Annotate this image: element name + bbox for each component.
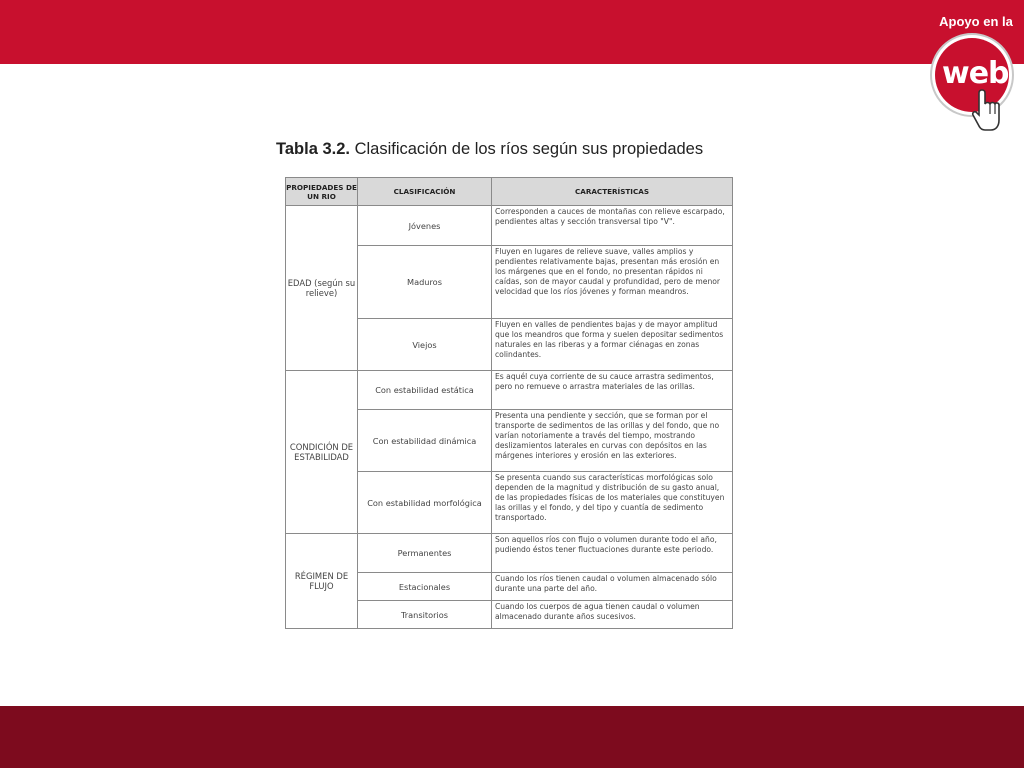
table-number: Tabla 3.2. — [276, 140, 350, 158]
characteristics-cell: Fluyen en lugares de relieve suave, valles amplios y pendientes relativamente bajas, presentan más erosión en los márgenes que en el fondo, no presentan rápidos ni caídas, son de mayor caudal y profundidad, pero de menor velocidad que los ríos jóvenes y forman meandros. — [492, 246, 733, 319]
classification-cell: Transitorios — [358, 601, 492, 629]
characteristics-cell: Es aquél cuya corriente de su cauce arrastra sedimentos, pero no remueve o arrastra materiales de las orillas. — [492, 371, 733, 410]
classification-cell: Jóvenes — [358, 206, 492, 246]
header-caracteristicas: CARACTERÍSTICAS — [492, 178, 733, 206]
table-header-row — [286, 178, 733, 206]
classification-cell: Con estabilidad morfológica — [358, 472, 492, 534]
characteristics-cell: Fluyen en valles de pendientes bajas y de mayor amplitud que los meandros que forma y suelen depositar sedimentos naturales en las riberas y a formar ciénagas en zonas colindantes. — [492, 319, 733, 371]
table-row — [286, 534, 733, 573]
badge-web-word: web — [942, 56, 1009, 91]
table-row — [286, 371, 733, 410]
property-cell-regimen: RÉGIMEN DE FLUJO — [286, 534, 358, 629]
classification-cell: Permanentes — [358, 534, 492, 573]
table-caption: Clasificación de los ríos según sus propiedades — [354, 140, 704, 158]
characteristics-cell: Cuando los ríos tienen caudal o volumen almacenado sólo durante una parte del año. — [492, 573, 733, 601]
characteristics-cell: Cuando los cuerpos de agua tienen caudal o volumen almacenado durante años sucesivos. — [492, 601, 733, 629]
table-title — [276, 140, 746, 159]
table-row — [286, 206, 733, 246]
characteristics-cell: Presenta una pendiente y sección, que se forman por el transporte de sedimentos de las orillas y del fondo, que no varían notoriamente a través del tiempo, mostrando deslizamientos laterales en curvas con depósitos en las márgenes interiores y erosión en las exteriores. — [492, 410, 733, 472]
river-classification-table — [285, 177, 733, 629]
classification-cell: Estacionales — [358, 573, 492, 601]
header-band — [0, 0, 1024, 64]
characteristics-cell: Son aquellos ríos con flujo o volumen durante todo el año, pudiendo éstos tener fluctuaciones durante este periodo. — [492, 534, 733, 573]
header-clasificacion: CLASIFICACIÓN — [358, 178, 492, 206]
badge-caption: Apoyo en la — [939, 14, 1013, 29]
characteristics-cell: Se presenta cuando sus características morfológicas solo dependen de la magnitud y distribución de su gasto anual, de las propiedades físicas de los materiales que constituyen las orillas y el fondo, y del tipo y cuantía de sedimento transportado. — [492, 472, 733, 534]
classification-cell: Viejos — [358, 319, 492, 371]
property-cell-edad: EDAD (según su relieve) — [286, 206, 358, 371]
classification-cell: Con estabilidad estática — [358, 371, 492, 410]
header-propiedades: PROPIEDADES DE UN RIO — [286, 178, 358, 206]
classification-cell: Maduros — [358, 246, 492, 319]
web-support-badge[interactable] — [930, 8, 1024, 142]
property-cell-estabilidad: CONDICIÓN DE ESTABILIDAD — [286, 371, 358, 534]
classification-cell: Con estabilidad dinámica — [358, 410, 492, 472]
characteristics-cell: Corresponden a cauces de montañas con relieve escarpado, pendientes altas y sección transversal tipo "V". — [492, 206, 733, 246]
footer-band — [0, 706, 1024, 768]
